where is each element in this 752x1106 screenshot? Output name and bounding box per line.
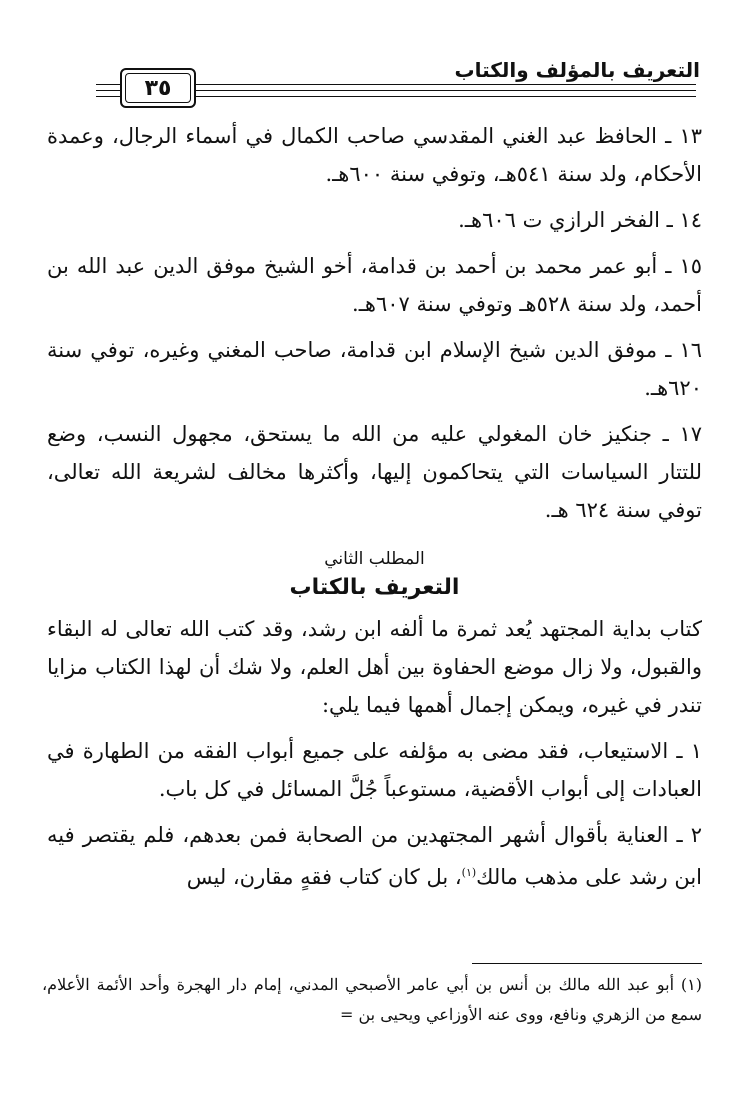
section-subheading: المطلب الثاني bbox=[324, 549, 425, 569]
body-paragraph: كتاب بداية المجتهد يُعد ثمرة ما ألفه ابن رشد، وقد كتب الله تعالى له البقاء والقبول، ولا زال موضع الحفاوة بين أهل العلم، ولا شك أن لهذا الكتاب مزايا تندر في غيره، ويمكن إجمال أهمها فيما يلي: bbox=[47, 617, 702, 717]
list-item: ١٧ ـ جنكيز خان المغولي عليه من الله ما يستحق، مجهول النسب، وضع للتتار السياسات التي يتحاكمون إليها، وأكثرها مخالف لشريعة الله تعالى، توفي سنة ٦٢٤ هـ. bbox=[47, 422, 702, 522]
paragraph-text: ٢ ـ العناية بأقوال أشهر المجتهدين من الصحابة فمن بعدهم، فلم يقتصر فيه ابن رشد على مذهب مالك bbox=[47, 823, 702, 889]
footnote: (١) أبو عبد الله مالك بن أنس بن أبي عامر الأصبحي المدني، إمام دار الهجرة وأحد الأئمة الأعلام، سمع من الزهري ونافع، ووى عنه الأوزاعي ويحيى بن = bbox=[42, 975, 703, 1024]
main-text bbox=[47, 115, 702, 898]
list-item: ١٤ ـ الفخر الرازي ت ٦٠٦هـ. bbox=[458, 208, 702, 232]
footnote-separator bbox=[472, 963, 702, 964]
list-item: ١٣ ـ الحافظ عبد الغني المقدسي صاحب الكمال في أسماء الرجال، وعمدة الأحكام، ولد سنة ٥٤١هـ، وتوفي سنة ٦٠٠هـ. bbox=[47, 124, 702, 186]
body-paragraph: ١ ـ الاستيعاب، فقد مضى به مؤلفه على جميع أبواب الفقه من الطهارة في العبادات إلى أبواب الأقضية، مستوعباً جُلَّ المسائل في كل باب. bbox=[47, 739, 702, 801]
page-number: ٣٥ bbox=[144, 75, 172, 101]
paragraph-text: ، بل كان كتاب فقهٍ مقارن، ليس bbox=[186, 865, 462, 889]
footnote-marker[interactable]: (١) bbox=[461, 866, 477, 879]
page-number-frame bbox=[120, 68, 196, 108]
footnotes bbox=[42, 970, 702, 1030]
list-item: ١٥ ـ أبو عمر محمد بن أحمد بن قدامة، أخو الشيخ موفق الدين عبد الله بن أحمد، ولد سنة ٥٢٨هـ وتوفي سنة ٦٠٧هـ. bbox=[47, 254, 702, 316]
section-title: التعريف بالكتاب bbox=[289, 575, 460, 600]
body-paragraph bbox=[47, 814, 702, 898]
list-item: ١٦ ـ موفق الدين شيخ الإسلام ابن قدامة، صاحب المغني وغيره، توفي سنة ٦٢٠هـ. bbox=[47, 338, 702, 400]
running-header-title: التعريف بالمؤلف والكتاب bbox=[454, 58, 700, 82]
